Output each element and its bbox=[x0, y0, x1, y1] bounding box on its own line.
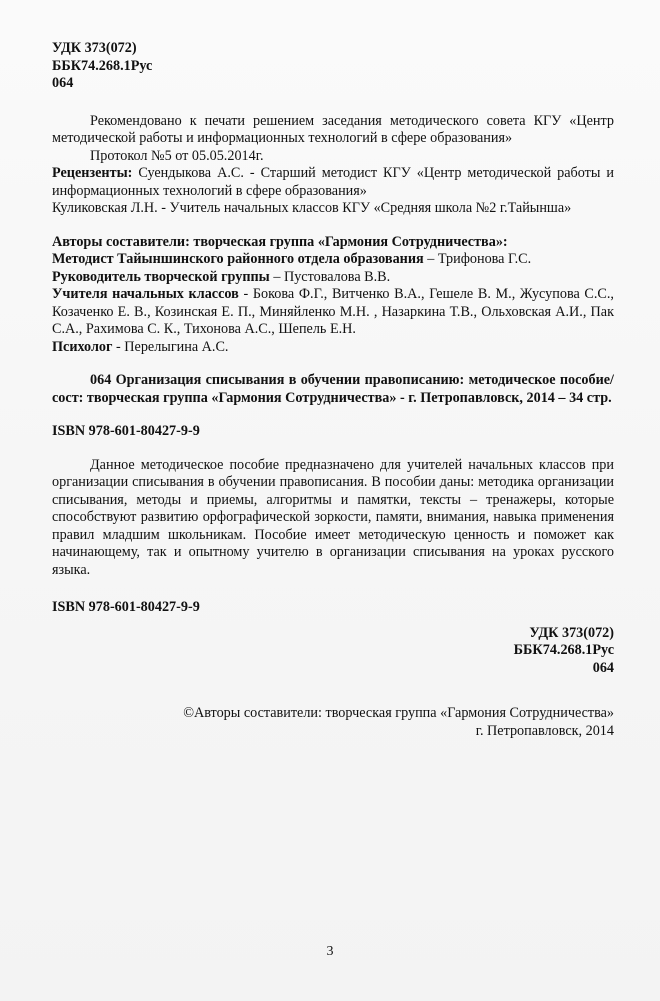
psych-label: Психолог bbox=[52, 338, 113, 355]
udk-code-bottom: УДК 373(072) bbox=[529, 624, 614, 641]
leader-line bbox=[52, 269, 614, 287]
abstract-text: Данное методическое пособие предназначено для учителей начальных классов при организации списывания в обучении правописания. В пособии даны: методика организации списывания, методы и приемы, алгоритмы и памятки, тексты – тренажеры, которые способствуют развитию орфографической зоркости, памяти, внимания, навыка применения правил младшим школьникам. Пособие имеет методическую ценность и поможет как начинающему, так и опытному учителю в организации списывания на уроках русского языка. bbox=[52, 456, 614, 578]
methodist-label: Методист Тайыншинского районного отдела образования bbox=[52, 251, 424, 267]
leader-label: Руководитель творческой группы bbox=[52, 268, 270, 285]
reviewers-label: Рецензенты: bbox=[52, 165, 133, 181]
methodist-name: – Трифонова Г.С. bbox=[423, 251, 532, 267]
leader-name: – Пустовалова В.В. bbox=[269, 268, 391, 285]
copyright-line-1: ©Авторы составители: творческая группа «Гармония Сотрудничества» bbox=[183, 705, 614, 721]
reviewer-2: Куликовская Л.Н. - Учитель начальных классов КГУ «Средняя школа №2 г.Тайынша» bbox=[52, 200, 572, 216]
bbk-code: ББК74.268.1Рус bbox=[52, 57, 153, 74]
methodist-line bbox=[52, 251, 614, 269]
page-number: 3 bbox=[326, 944, 334, 959]
bbk-code-bottom: ББК74.268.1Рус bbox=[513, 642, 614, 658]
reviewer-1 bbox=[52, 165, 614, 200]
teachers-line bbox=[52, 286, 614, 339]
psychologist-line bbox=[52, 339, 614, 357]
teachers-label: Учителя начальных классов bbox=[52, 286, 239, 302]
udk-code: УДК 373(072) bbox=[52, 40, 137, 56]
isbn-top: ISBN 978-601-80427-9-9 bbox=[52, 423, 200, 439]
bibliographic-entry: 064 Организация списывания в обучении правописанию: методическое пособие/ сост: творческая группа «Гармония Сотрудничества» - г. Петропавловск, 2014 – 34 стр. bbox=[52, 372, 614, 406]
author-mark-bottom: 064 bbox=[592, 659, 614, 676]
protocol-text: Протокол №5 от 05.05.2014г. bbox=[90, 147, 264, 164]
isbn-bottom: ISBN 978-601-80427-9-9 bbox=[52, 599, 200, 615]
teachers-names: - Бокова Ф.Г., Витченко В.А., Гешеле В. М., Жусупова С.С., Козаченко Е. В., Козинская Е. П., Миняйленко М.Н. , Назаркина Т.В., Ольховская А.И., Пак С.А., Рахимова С. К., Тихонова А.С., Шепель Е.Н. bbox=[52, 286, 614, 337]
recommendation-text: Рекомендовано к печати решением заседания методического совета КГУ «Центр методической работы и информационных технологий в сфере образования» bbox=[52, 112, 614, 146]
author-mark: 064 bbox=[52, 75, 74, 91]
copyright-line-2: г. Петропавловск, 2014 bbox=[475, 722, 614, 739]
page-content bbox=[52, 40, 614, 740]
reviewer-1-text: Суендыкова А.С. - Старший методист КГУ «Центр методической работы и информационных технологий в сфере образования» bbox=[52, 165, 614, 199]
authors-heading: Авторы составители: творческая группа «Гармония Сотрудничества»: bbox=[52, 233, 508, 250]
psych-name: - Перелыгина А.С. bbox=[112, 338, 229, 355]
